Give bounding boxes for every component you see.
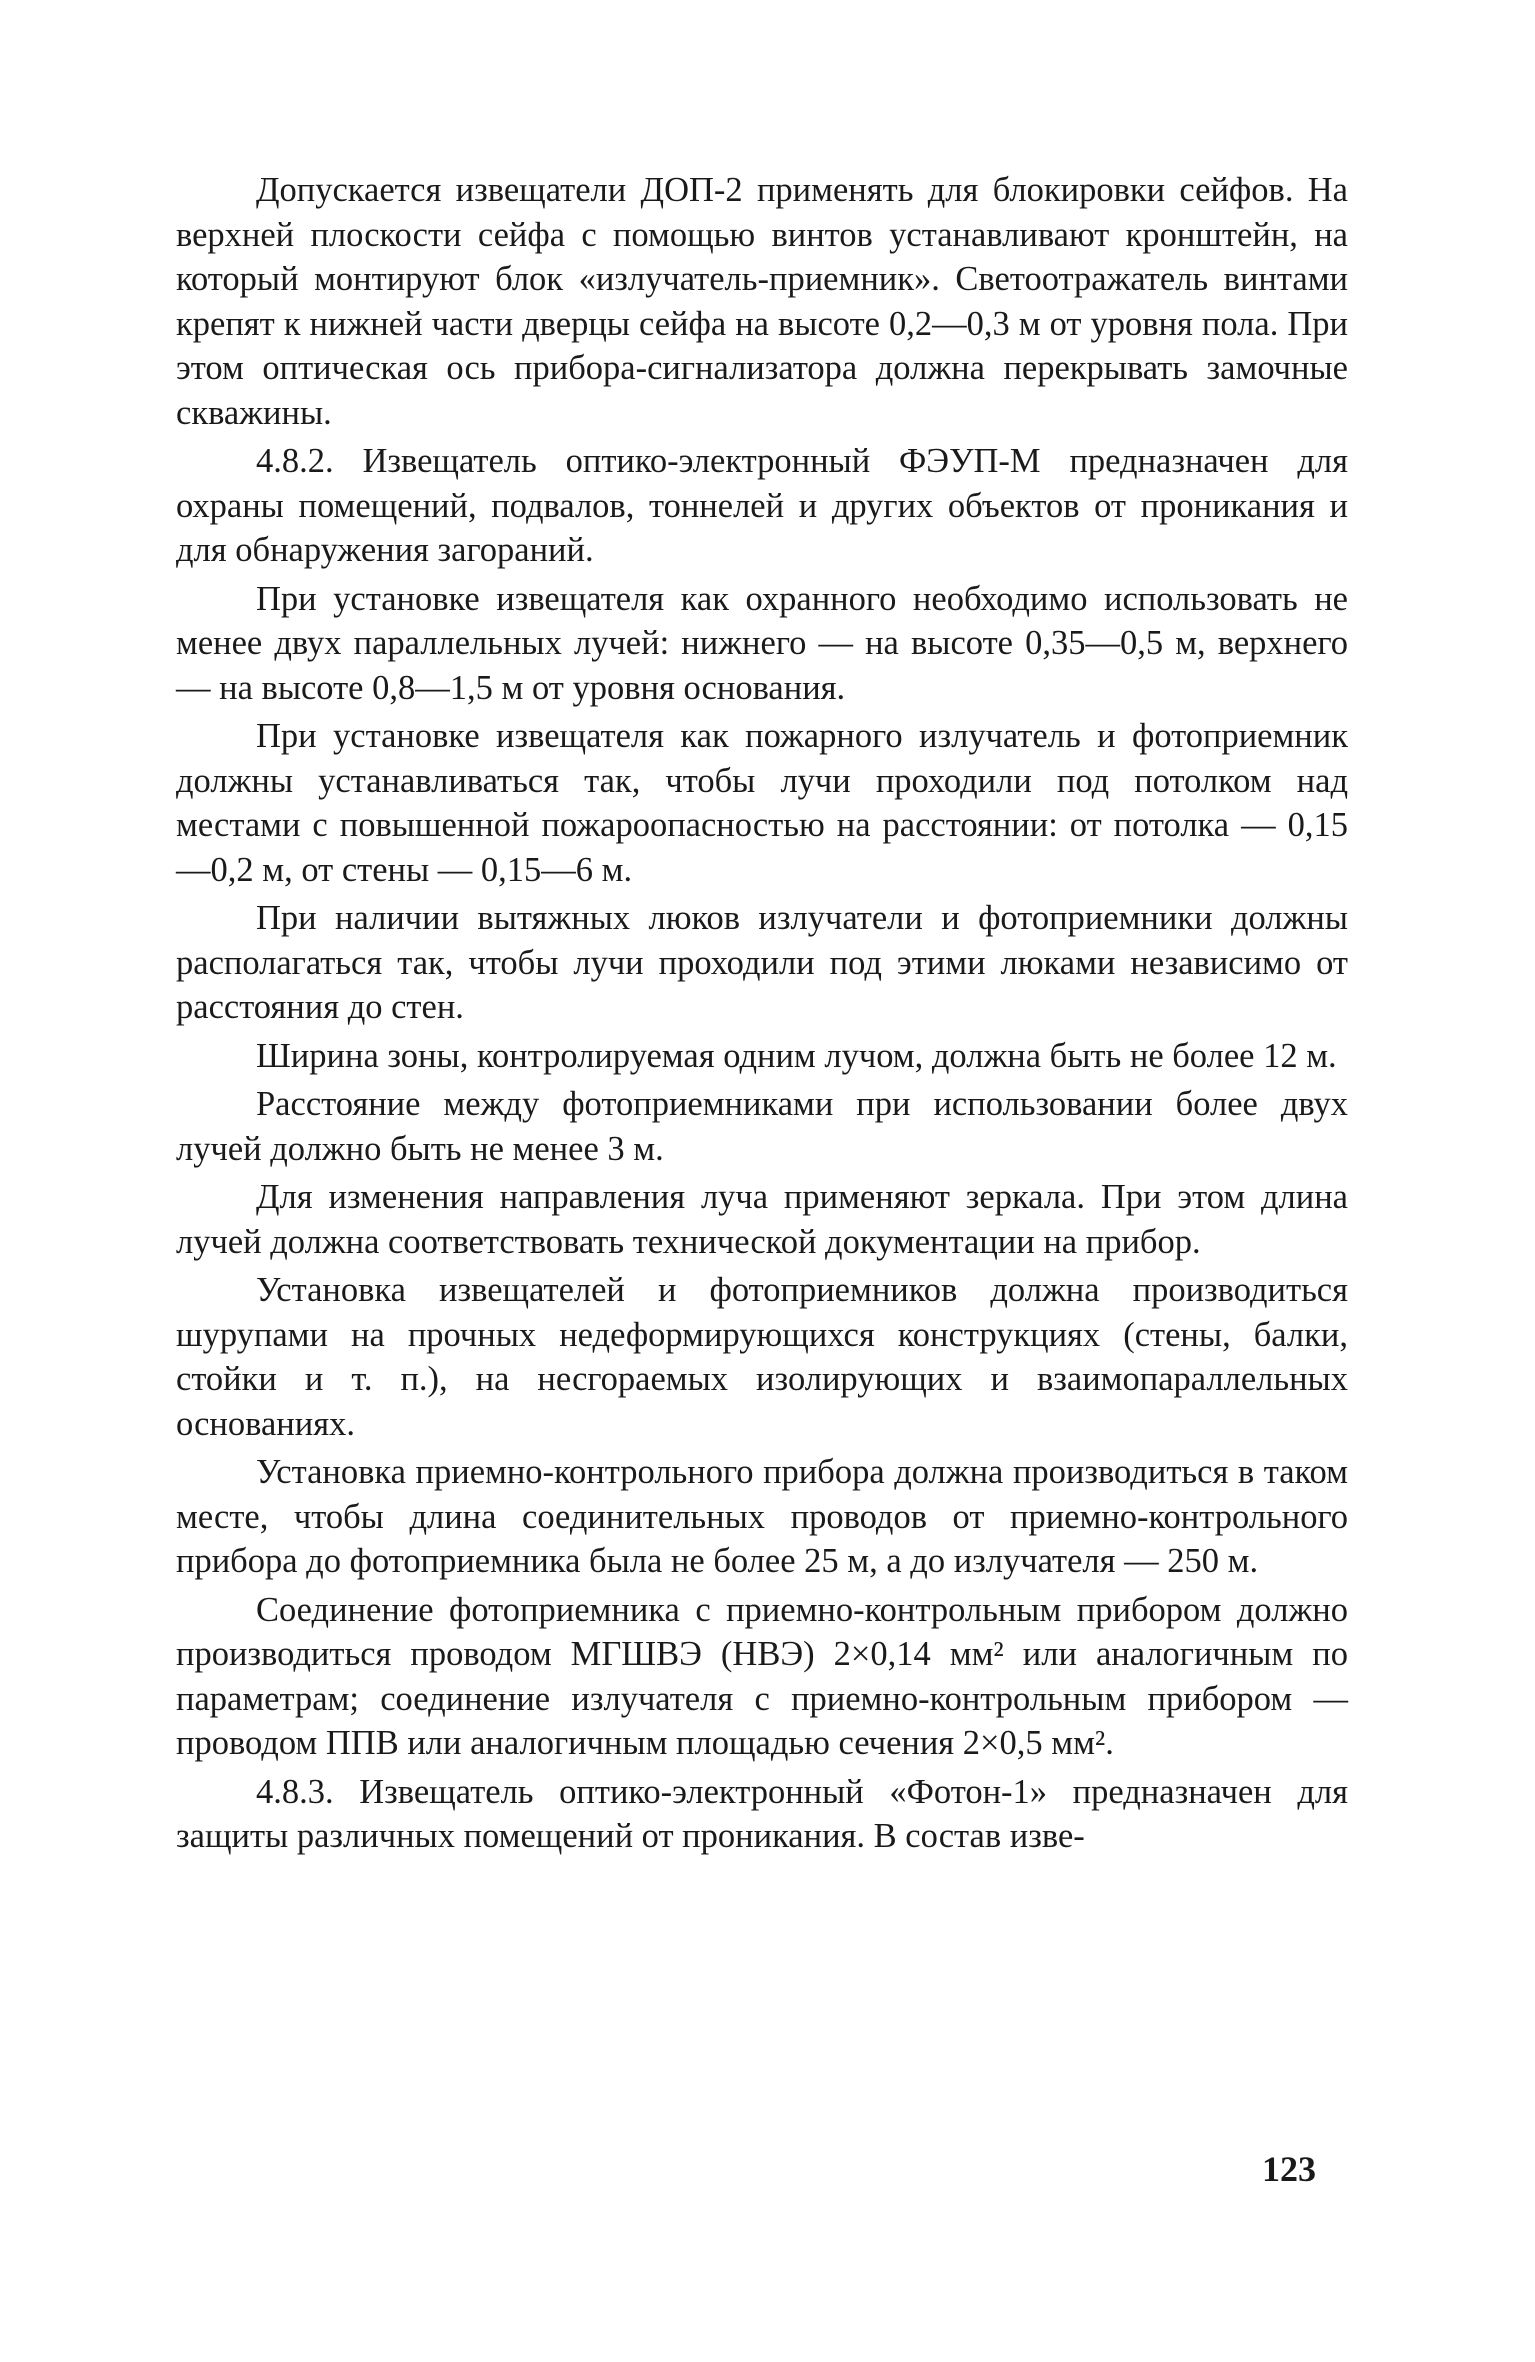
paragraph-exhaust-hatches: При наличии вытяжных люков излучатели и фотоприемники должны располагаться так, чтобы лучи проходили под этими люками независимо от расстояния до стен. (176, 899, 1348, 1026)
document-page (176, 168, 1348, 1859)
paragraph-fire-installation: При установке извещателя как пожарного излучатель и фотоприемник должны устанавливаться так, чтобы лучи проходили под потолком над местами с повышенной пожароопасностью на расстоянии: от потолка — 0,15—0,2 м, от стены — 0,15—6 м. (176, 717, 1348, 889)
paragraph-wiring: Соединение фотоприемника с приемно-контрольным прибором должно производиться проводом МГШВЭ (НВЭ) 2×0,14 мм² или аналогичным по параметрам; соединение излучателя с приемно-контрольным прибором — проводом ППВ или аналогичным площадью сечения 2×0,5 мм². (176, 1590, 1348, 1762)
paragraph-guard-installation: При установке извещателя как охранного необходимо использовать не менее двух параллельных лучей: нижнего — на высоте 0,35—0,5 м, верхнего — на высоте 0,8—1,5 м от уровня основания. (176, 579, 1348, 707)
paragraph-zone-width: Ширина зоны, контролируемая одним лучом, должна быть не более 12 м. (256, 1036, 1337, 1075)
paragraph-mirrors: Для изменения направления луча применяют зеркала. При этом длина лучей должна соответствовать технической документации на прибор. (176, 1178, 1348, 1261)
paragraph-mounting: Установка извещателей и фотоприемников должна производиться шурупами на прочных недеформирующихся конструкциях (стены, балки, стойки и т. п.), на несгораемых изолирующих и взаимопараллельных основаниях. (176, 1271, 1348, 1443)
paragraph-section-4-8-3: 4.8.3. Извещатель оптико-электронный «Фотон-1» предназначен для защиты различных помещений от проникания. В состав изве- (176, 1772, 1348, 1855)
paragraph-section-4-8-2: 4.8.2. Извещатель оптико-электронный ФЭУП-М предназначен для охраны помещений, подвалов, тоннелей и других объектов от проникания и для обнаружения загораний. (176, 442, 1348, 569)
paragraph-dop2-safes: Допускается извещатели ДОП-2 применять для блокировки сейфов. На верхней плоскости сейфа с помощью винтов устанавливают кронштейн, на который монтируют блок «излучатель-приемник». Светоотражатель винтами крепят к нижней части дверцы сейфа на высоте 0,2—0,3 м от уровня пола. При этом оптическая ось прибора-сигнализатора должна перекрывать замочные скважины. (176, 171, 1348, 432)
page-number: 123 (1262, 2149, 1316, 2189)
paragraph-receiver-distance: Расстояние между фотоприемниками при использовании более двух лучей должно быть не менее 3 м. (176, 1085, 1348, 1168)
paragraph-control-unit-placement: Установка приемно-контрольного прибора должна производиться в таком месте, чтобы длина соединительных проводов от приемно-контрольного прибора до фотоприемника была не более 25 м, а до излучателя — 250 м. (176, 1453, 1348, 1580)
